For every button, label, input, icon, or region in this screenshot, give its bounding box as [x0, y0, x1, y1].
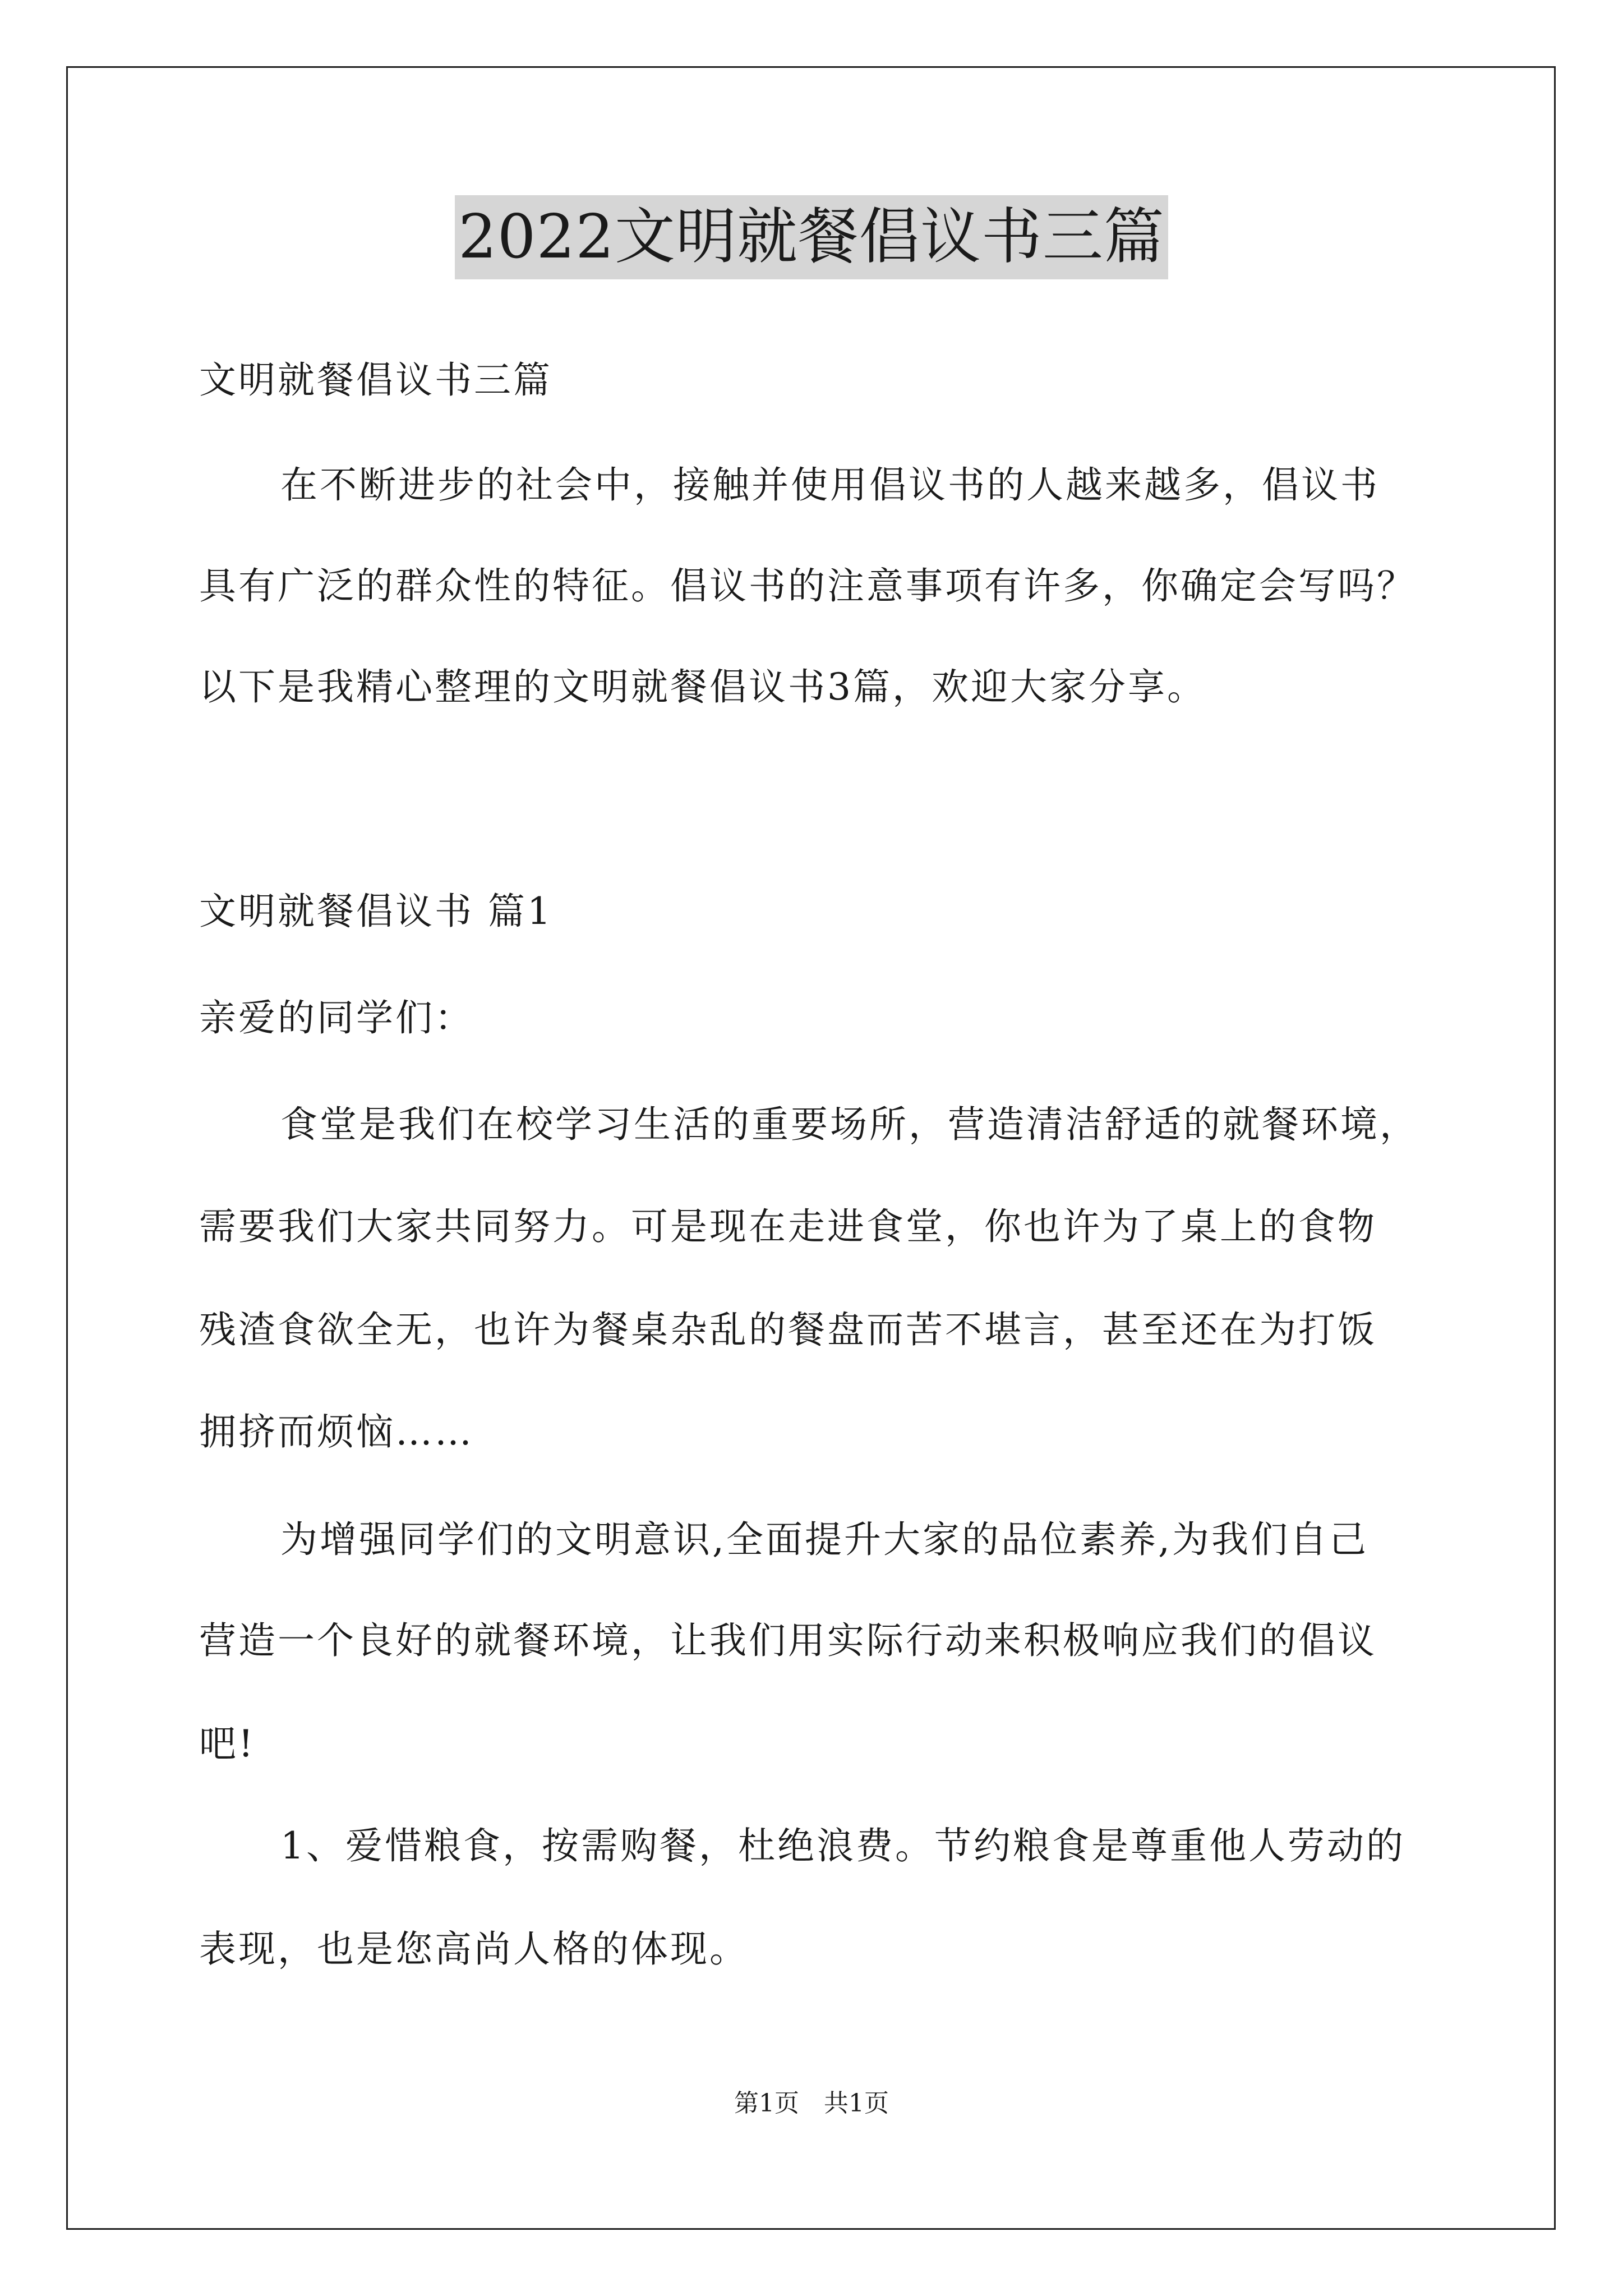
paragraph2-line-3: 吧! [199, 1722, 256, 1765]
document-title: 2022文明就餐倡议书三篇 [455, 195, 1168, 279]
intro-line-3: 以下是我精心整理的文明就餐倡议书3篇，欢迎大家分享。 [199, 665, 1206, 708]
paragraph3-line-1: 1、爱惜粮食，按需购餐，杜绝浪费。节约粮食是尊重他人劳动的 [280, 1824, 1405, 1867]
title-container [0, 195, 1623, 279]
paragraph1-line-1: 食堂是我们在校学习生活的重要场所，营造清洁舒适的就餐环境， [280, 1103, 1419, 1146]
paragraph1-line-3: 残渣食欲全无，也许为餐桌杂乱的餐盘而苦不堪言，甚至还在为打饭 [199, 1308, 1377, 1351]
intro-line-1: 在不断进步的社会中，接触并使用倡议书的人越来越多，倡议书 [280, 463, 1380, 507]
section-heading: 文明就餐倡议书 篇1 [199, 890, 553, 933]
paragraph2-line-2: 营造一个良好的就餐环境，让我们用实际行动来积极响应我们的倡议 [199, 1619, 1377, 1662]
paragraph1-line-2: 需要我们大家共同努力。可是现在走进食堂，你也许为了桌上的食物 [199, 1205, 1377, 1248]
page-footer: 第1页 共1页 [734, 2089, 889, 2118]
paragraph3-line-2: 表现，也是您高尚人格的体现。 [199, 1927, 749, 1971]
paragraph1-line-4: 拥挤而烦恼…… [199, 1410, 474, 1453]
document-subtitle: 文明就餐倡议书三篇 [199, 358, 552, 402]
paragraph2-line-1: 为增强同学们的文明意识,全面提升大家的品位素养,为我们自己 [280, 1518, 1368, 1561]
intro-line-2: 具有广泛的群众性的特征。倡议书的注意事项有许多，你确定会写吗？ [199, 564, 1416, 608]
salutation: 亲爱的同学们： [199, 996, 474, 1039]
